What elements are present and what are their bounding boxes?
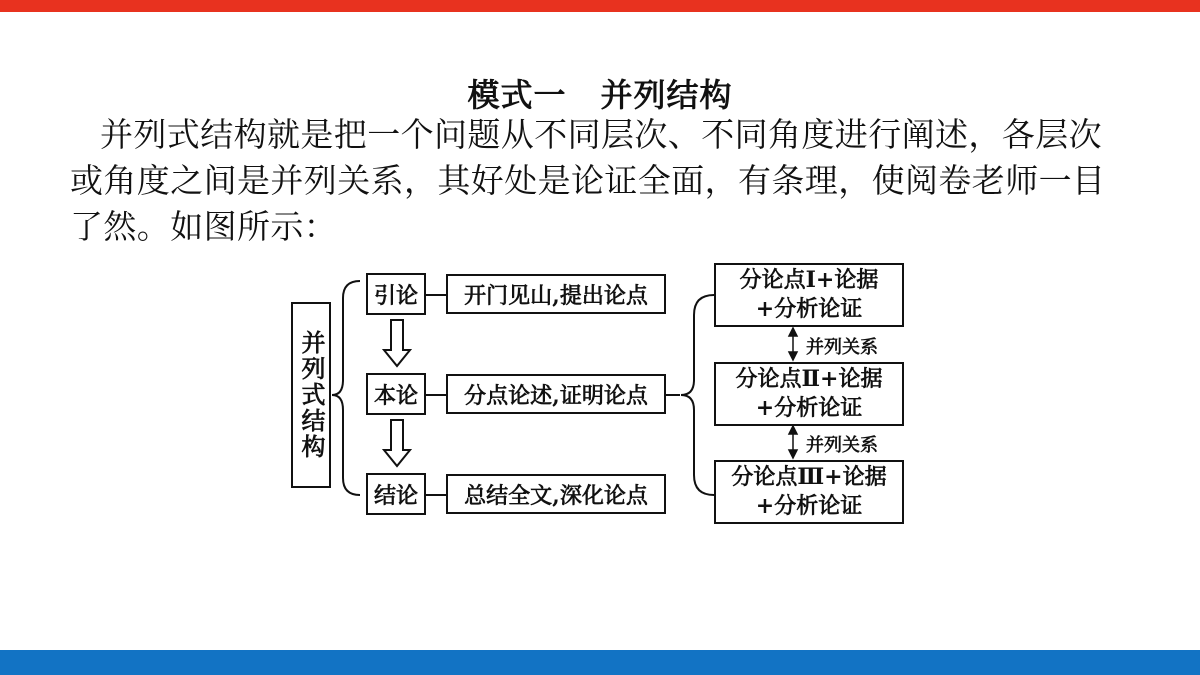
sub-point-3-line1: 分论点Ⅲ+论据 <box>731 464 887 490</box>
stage-intro-desc-box <box>446 274 666 314</box>
stage-body-desc-box <box>446 374 666 414</box>
diagram-root-label: 并列式结构 <box>297 330 326 460</box>
sub-point-1-line1: 分论点Ⅰ+论据 <box>739 267 879 293</box>
sub-point-3-line2: +分析论证 <box>755 493 863 519</box>
bottom-accent-bar <box>0 650 1200 675</box>
stage-body-desc: 分点论述,证明论点 <box>464 382 648 409</box>
sub-point-1-line2: +分析论证 <box>755 296 863 322</box>
stage-conclusion-desc: 总结全文,深化论点 <box>464 482 648 509</box>
relation-label-2: 并列关系 <box>806 435 878 456</box>
stage-intro-desc: 开门见山,提出论点 <box>464 282 648 309</box>
title-part-2: 并列结构 <box>600 76 733 114</box>
paragraph-text: 并列式结构就是把一个问题从不同层次、不同角度进行阐述，各层次或角度之间是并列关系，其好处是论证全面，有条理，使阅卷老师一目了然。如图所示： <box>70 115 1106 246</box>
stage-conclusion-desc-box <box>446 474 666 514</box>
title-part-1: 模式一 <box>467 76 567 114</box>
relation-label-1: 并列关系 <box>806 337 878 358</box>
stage-body-box <box>366 373 426 415</box>
stage-conclusion-label: 结论 <box>373 482 418 509</box>
sub-point-3-box <box>714 460 904 524</box>
sub-point-2-line2: +分析论证 <box>755 395 863 421</box>
sub-point-1-box <box>714 263 904 327</box>
stage-intro-box <box>366 273 426 315</box>
sub-point-2-line1: 分论点Ⅱ+论据 <box>735 366 883 392</box>
stage-intro-label: 引论 <box>373 282 418 309</box>
sub-point-2-box <box>714 362 904 426</box>
diagram-root-box <box>291 302 331 488</box>
stage-body-label: 本论 <box>373 382 418 409</box>
stage-conclusion-box <box>366 473 426 515</box>
